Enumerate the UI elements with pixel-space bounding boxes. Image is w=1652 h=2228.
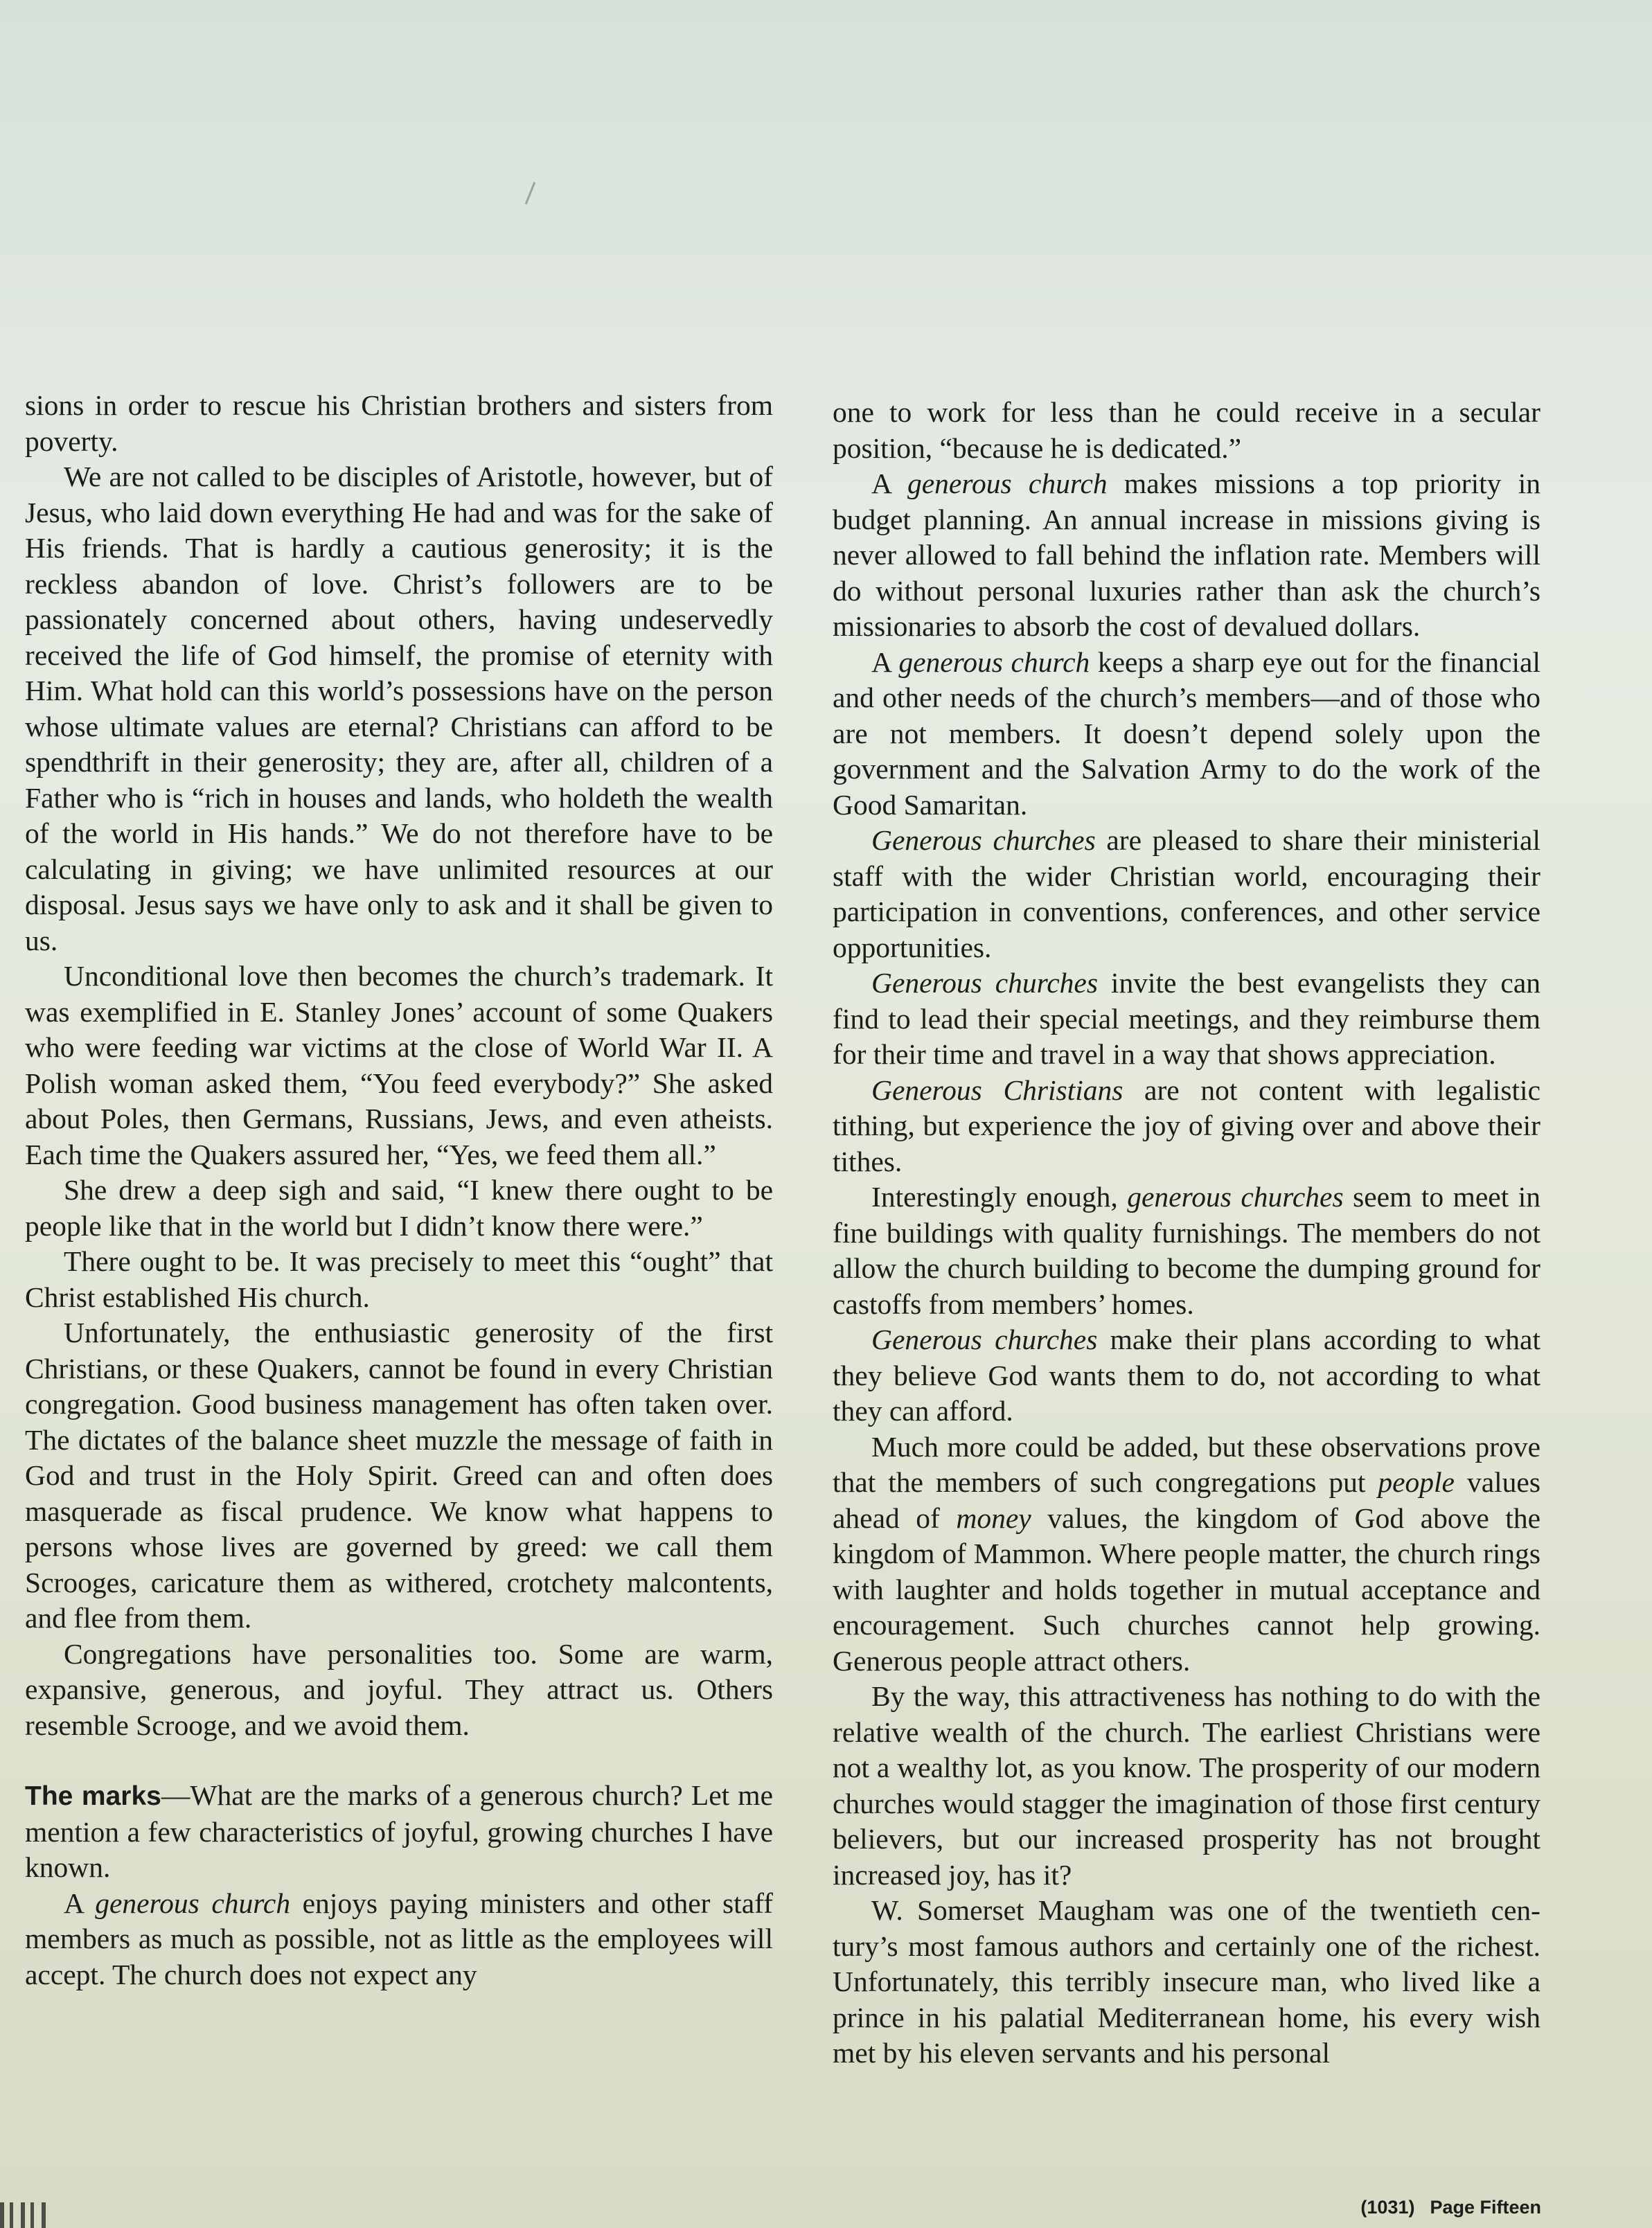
text-run: sions in order to rescue his Christian brothers and sisters from poverty. xyxy=(25,389,773,457)
italic-phrase: Generous churches xyxy=(871,1324,1098,1355)
text-run: A xyxy=(871,467,907,499)
text-run: A xyxy=(871,645,899,678)
text-run: Unconditional love then becomes the church’s trademark. It was exemplified in E. Stanley Jones’ account of some Quakers who were feeding war victims at the close of World War II. A Polish woman asked them, “You feed everybody?” She asked about Poles, then Germans, Russians, Jews, and even atheists. Each time the Quakers assured her, “Yes, we feed them all.” xyxy=(25,960,773,1170)
text-run: She drew a deep sigh and said, “I knew there ought to be people like that in the world but I didn’t know there were.” xyxy=(25,1174,773,1242)
text-run: enjoys paying ministers and other staff members as much as possible, not as little as the employees will accept. The church does not expect any xyxy=(25,1887,774,1990)
page-folio xyxy=(1360,2197,1541,2218)
paragraph xyxy=(25,1886,773,1993)
paragraph xyxy=(833,466,1540,645)
paragraph xyxy=(25,959,773,1173)
text-run: There ought to be. It was precisely to meet this “ought” that Christ established His church. xyxy=(25,1245,773,1313)
text-run: —What are the marks of a generous church? Let me mention a few characteristics of joyful, growing churches I have known. xyxy=(25,1779,773,1883)
text-run: seem to meet in fine buildings with quality furnishings. The members do not allow the church building to become the dumping ground for castoffs from members’ homes. xyxy=(833,1181,1540,1320)
binding-marks xyxy=(0,2202,48,2228)
italic-phrase: money xyxy=(956,1501,1031,1534)
folio-page-label: Page Fifteen xyxy=(1430,2197,1541,2218)
paragraph xyxy=(833,1179,1540,1322)
italic-phrase: Generous churches xyxy=(871,967,1099,999)
text-run: values ahead of xyxy=(833,1466,1540,1534)
paragraph xyxy=(833,1679,1540,1893)
italic-phrase: Generous churches xyxy=(871,824,1096,856)
paragraph xyxy=(25,459,773,959)
paragraph xyxy=(25,1244,773,1315)
text-run: By the way, this attractiveness has nothing to do with the relative wealth of the church. The earliest Christians were not a wealthy lot, as you know. The prosperity of our modern churches would stagger the imagination of those first century believers, but our increased prosperity has not brought increased joy, has it? xyxy=(833,1680,1540,1891)
paragraph xyxy=(25,1173,773,1244)
paragraph xyxy=(833,965,1540,1073)
section-heading-paragraph xyxy=(25,1778,773,1886)
paragraph xyxy=(833,1073,1540,1180)
left-column xyxy=(25,388,773,1993)
text-run: A xyxy=(64,1887,96,1919)
text-run: Unfortunately, the enthusiastic generosity of the first Christians, or these Quakers, cannot be found in every Christian congregation. Good business management has often taken over. The dictates of the balance sheet muzzle the message of faith in God and trust in the Holy Spirit. Greed can and often does masquerade as fiscal prudence. We know what happens to persons whose lives are governed by greed: we call them Scrooges, caricature them as withered, crotchety malcontents, and flee from them. xyxy=(25,1317,773,1634)
text-run: keeps a sharp eye out for the financial and other needs of the church’s members—and of those who are not members. It doesn’t depend solely upon the government and the Salvation Army to do the work of the Good Samaritan. xyxy=(833,645,1540,821)
italic-phrase: generous churches xyxy=(1127,1181,1344,1213)
paragraph xyxy=(833,1893,1540,2071)
paragraph xyxy=(833,395,1540,466)
run-in-heading: The marks xyxy=(25,1781,161,1811)
paragraph xyxy=(25,1315,773,1637)
paragraph xyxy=(833,645,1540,823)
italic-phrase: people xyxy=(1378,1466,1455,1498)
text-run: are pleased to share their ministerial staff with the wider Christian world, encouraging their participation in conventions, conferences, and other service opportunities. xyxy=(833,824,1541,963)
text-run: one to work for less than he could receive in a secular position, “because he is dedicated.” xyxy=(833,396,1540,464)
text-run: makes missions a top priority in budget planning. An annual increase in missions giving is never allowed to fall behind the inflation rate. Members will do without personal luxuries rather than ask the church’s missionaries to absorb the cost of devalued dollars. xyxy=(833,467,1540,642)
italic-phrase: generous church xyxy=(898,645,1090,678)
text-run: make their plans according to what they believe God wants them to do, not according to what they can afford. xyxy=(833,1324,1541,1427)
text-run: invite the best evangelists they can find to lead their special meetings, and they reimburse them for their time and travel in a way that shows appreciation. xyxy=(833,967,1541,1070)
folio-number: (1031) xyxy=(1360,2197,1415,2218)
paragraph xyxy=(25,1637,773,1744)
text-run: Congregations have personalities too. Some are warm, expansive, generous, and joyful. They attract us. Others resemble Scrooge, and we avoid them. xyxy=(25,1637,773,1741)
text-run: are not content with legalistic tithing, but experience the joy of giving over and above their tithes. xyxy=(833,1073,1540,1177)
italic-phrase: generous church xyxy=(907,467,1108,499)
italic-phrase: Generous Christians xyxy=(871,1073,1123,1106)
text-run: values, the kingdom of God above the kingdom of Mammon. Where people matter, the church rings with laughter and holds together in mutual acceptance and encouragement. Such churches cannot help growing. Generous people attract others. xyxy=(833,1501,1540,1677)
right-column xyxy=(833,395,1540,2071)
paragraph xyxy=(833,1429,1540,1679)
paragraph xyxy=(25,388,773,459)
text-run: Much more could be added, but these observations prove that the members of such congregations put xyxy=(833,1430,1540,1498)
text-run: We are not called to be disciples of Aristotle, however, but of Jesus, who laid down everything He had and was for the sake of His friends. That is hardly a cautious generosity; it is the reckless abandon of love. Christ’s followers are to be passionately concerned about others, having undeservedly received the life of God himself, the promise of eternity with Him. What hold can this world’s possessions have on the person whose ultimate values are eternal? Christians can afford to be spendthrift in their generosity; they are, after all, children of a Father who is “rich in houses and lands, who holdeth the wealth of the world in His hands.” We do not therefore have to be calculating in giving; we have unlimited resources at our disposal. Jesus says we have only to ask and it shall be given to us. xyxy=(25,461,773,956)
text-run: Interestingly enough, xyxy=(871,1181,1128,1213)
paragraph xyxy=(833,823,1540,965)
italic-phrase: generous church xyxy=(95,1887,291,1919)
paragraph xyxy=(833,1322,1540,1429)
text-run: W. Somerset Maugham was one of the twentieth century’s most famous authors and certainly one of the richest. Unfortunately, this terribly insecure man, who lived like a prince in his palatial Mediterranean home, his every wish met by his eleven servants and his personal xyxy=(833,1894,1540,2069)
stray-pen-mark xyxy=(525,182,536,205)
